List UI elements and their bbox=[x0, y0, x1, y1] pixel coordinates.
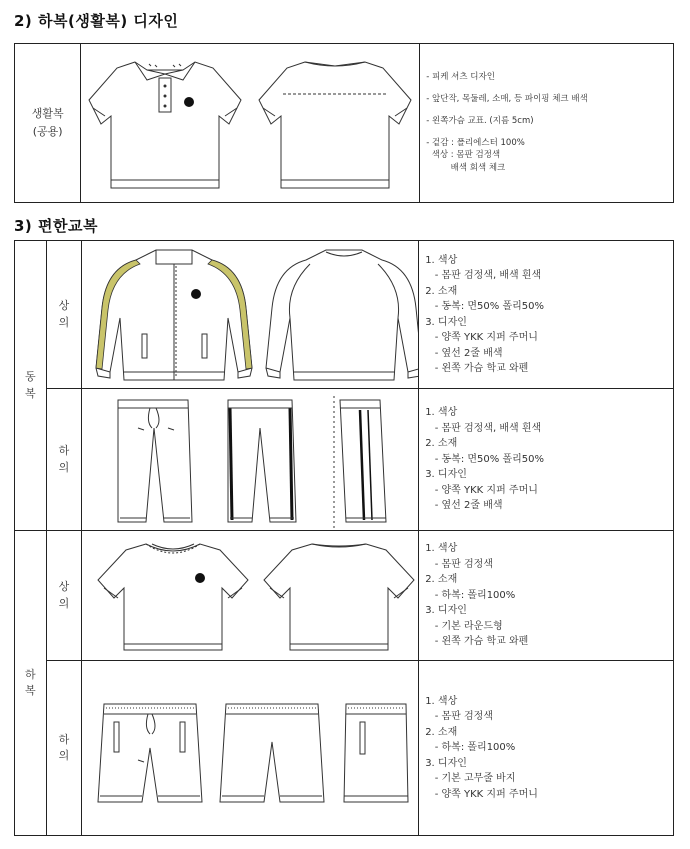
polo-shirt-illustrations bbox=[81, 44, 420, 203]
desc-line: - 왼쪽 가슴 학교 와펜 bbox=[425, 636, 529, 648]
winter-top-label bbox=[46, 241, 81, 389]
summer-top-label bbox=[46, 531, 81, 661]
desc-line: 색상 : 몸판 검정색 bbox=[426, 150, 501, 161]
desc-line: - 양쪽 YKK 지퍼 주머니 bbox=[425, 788, 538, 800]
summer-bottom-label bbox=[46, 661, 81, 836]
winter-bottom-label bbox=[46, 389, 81, 531]
desc-line: 1. 색상 bbox=[425, 254, 458, 266]
summer-label-char: 복 bbox=[25, 684, 36, 697]
desc-line: - 겉감 : 폴리에스터 100% bbox=[426, 137, 525, 148]
top-label-char: 의 bbox=[58, 315, 70, 329]
desc-line: - 몸판 검정색 bbox=[425, 711, 493, 723]
top-label-char: 상 bbox=[58, 580, 70, 593]
row-label-casual bbox=[15, 44, 81, 203]
winter-pants-illustrations bbox=[82, 389, 419, 531]
polo-back bbox=[259, 62, 411, 188]
bottom-label-char: 의 bbox=[58, 749, 70, 762]
desc-line: - 동복: 면50% 폴리50% bbox=[425, 453, 544, 465]
desc-line: - 옆선 2줄 배색 bbox=[425, 347, 503, 359]
desc-line: - 기본 고무줄 바지 bbox=[425, 773, 516, 785]
section-2-title: 2) 하복(생활복) 디자인 bbox=[14, 12, 179, 30]
polo-shirt-drawing bbox=[81, 44, 419, 202]
summer-shorts-illustrations bbox=[82, 661, 419, 836]
winter-top-description bbox=[419, 241, 674, 389]
desc-line: - 몸판 검정색, 배색 흰색 bbox=[425, 422, 542, 434]
summer-shorts-drawing bbox=[82, 662, 418, 835]
bottom-label-char: 의 bbox=[58, 460, 70, 474]
tshirt-back bbox=[264, 544, 414, 650]
tshirt-front bbox=[98, 544, 248, 650]
pants-front bbox=[118, 400, 192, 522]
desc-line: - 기본 라운드형 bbox=[425, 620, 503, 632]
pants-side-stripes bbox=[228, 400, 296, 522]
desc-line: 3. 디자인 bbox=[425, 469, 467, 481]
top-label-char: 상 bbox=[58, 299, 70, 312]
desc-line: 2. 소재 bbox=[425, 285, 458, 297]
desc-line: - 피케 셔츠 디자인 bbox=[426, 72, 495, 83]
desc-line: - 옆선 2줄 배색 bbox=[425, 500, 503, 512]
desc-line: - 앞단작, 목둘레, 소매, 등 파이핑 체크 배색 bbox=[426, 94, 588, 104]
desc-line: - 몸판 검정색, 배색 흰색 bbox=[425, 270, 542, 281]
winter-pants-drawing bbox=[82, 390, 418, 530]
bottom-label-char: 하 bbox=[58, 732, 70, 746]
winter-label bbox=[15, 241, 47, 531]
desc-line: 3. 디자인 bbox=[425, 316, 467, 328]
desc-line: 1. 색상 bbox=[425, 695, 458, 707]
desc-line: - 동복: 면50% 폴리50% bbox=[425, 301, 544, 312]
section-3-title: 3) 편한교복 bbox=[14, 217, 98, 235]
desc-line: - 왼쪽 가슴 학교 와펜 bbox=[425, 363, 529, 374]
desc-line: 3. 디자인 bbox=[425, 757, 467, 769]
jacket-front bbox=[96, 250, 252, 380]
summer-label-char: 하 bbox=[25, 667, 36, 681]
pants-side-view bbox=[334, 396, 386, 528]
desc-line: - 양쪽 YKK 지퍼 주머니 bbox=[425, 332, 538, 343]
desc-line: - 하복: 폴리100% bbox=[425, 589, 516, 601]
desc-line: - 몸판 검정색 bbox=[425, 558, 493, 570]
summer-bottom-description bbox=[419, 661, 674, 836]
polo-front bbox=[89, 62, 241, 188]
winter-label-char: 복 bbox=[25, 386, 36, 400]
jacket-back bbox=[266, 250, 418, 380]
winter-label-char: 동 bbox=[25, 370, 36, 383]
casual-description bbox=[420, 44, 674, 203]
desc-line: 2. 소재 bbox=[425, 574, 458, 586]
desc-line: - 양쪽 YKK 지퍼 주머니 bbox=[425, 484, 538, 496]
desc-line: 2. 소재 bbox=[425, 438, 458, 450]
shorts-back bbox=[220, 704, 324, 802]
bottom-label-char: 하 bbox=[58, 444, 70, 457]
desc-line: 배색 회색 체크 bbox=[426, 163, 506, 173]
shorts-front bbox=[98, 704, 202, 802]
summer-top-description bbox=[419, 531, 674, 661]
desc-line: 1. 색상 bbox=[425, 407, 458, 419]
summer-label bbox=[15, 531, 47, 836]
row-label-sub: (공용) bbox=[32, 125, 63, 138]
desc-line: 3. 디자인 bbox=[425, 605, 467, 617]
winter-jacket-drawing bbox=[82, 242, 418, 388]
summer-tshirt-drawing bbox=[82, 532, 418, 660]
desc-line: - 하복: 폴리100% bbox=[425, 742, 516, 754]
comfort-uniform-table bbox=[14, 240, 674, 836]
winter-jacket-illustrations bbox=[82, 241, 419, 389]
shorts-side bbox=[344, 704, 408, 802]
top-label-char: 의 bbox=[58, 596, 70, 610]
desc-line: 1. 색상 bbox=[425, 543, 458, 555]
summer-casual-table bbox=[14, 43, 674, 203]
desc-line: - 왼쪽가슴 교표. (지름 5cm) bbox=[426, 115, 534, 126]
winter-bottom-description bbox=[419, 389, 674, 531]
summer-tshirt-illustrations bbox=[82, 531, 419, 661]
row-label-text: 생활복 bbox=[31, 107, 64, 121]
desc-line: 2. 소재 bbox=[425, 726, 458, 738]
